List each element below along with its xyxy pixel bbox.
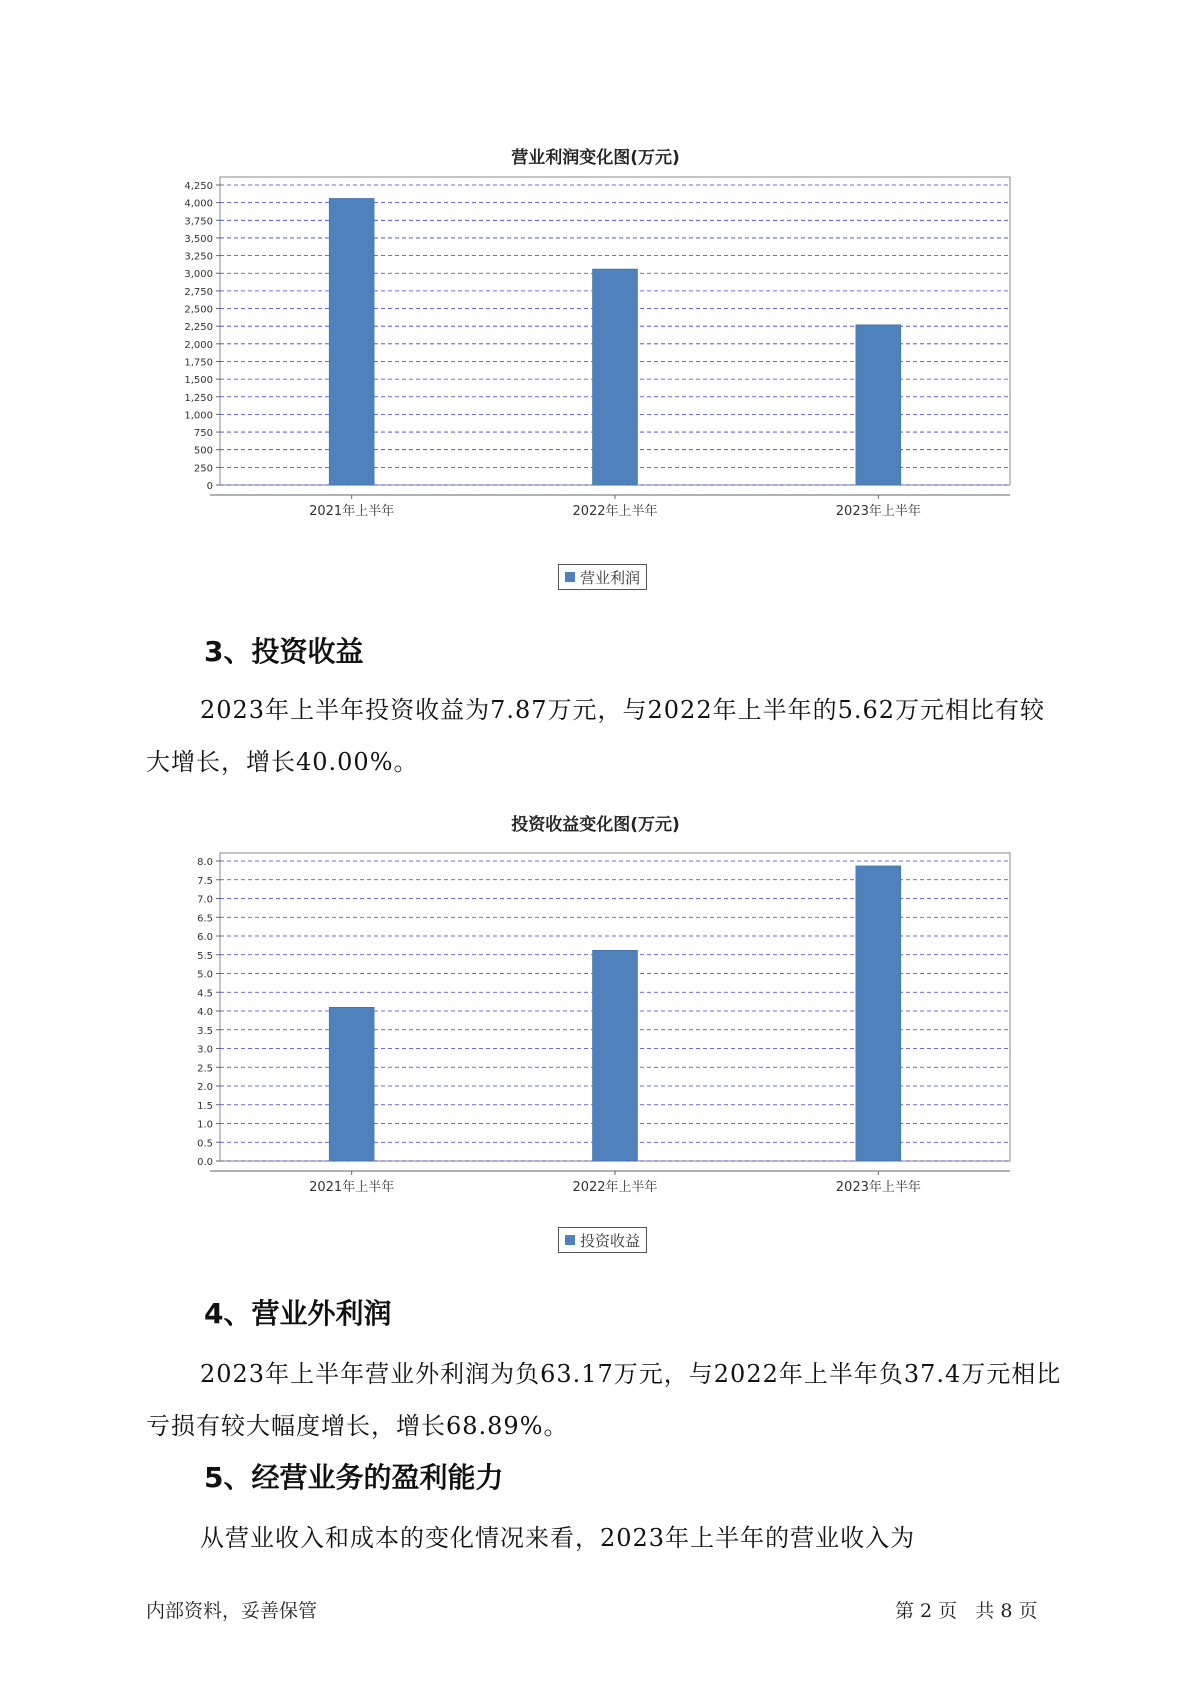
chart-operating-profit	[160, 170, 1030, 520]
y-tick-label: 3.5	[197, 1025, 213, 1037]
legend-investment-income	[558, 1227, 647, 1253]
y-tick-label: 4,250	[184, 181, 213, 192]
y-tick-label: 5.5	[197, 950, 213, 962]
y-tick-label: 0	[206, 481, 213, 492]
y-tick-label: 2,250	[184, 322, 213, 334]
y-tick-label: 4.5	[197, 988, 213, 1000]
y-tick-label: 1,750	[184, 357, 213, 369]
y-tick-label: 6.0	[197, 932, 213, 943]
y-tick-label: 1,500	[184, 375, 213, 387]
bar-1	[329, 1007, 374, 1161]
legend-swatch	[565, 1235, 575, 1245]
y-tick-label: 4,000	[184, 198, 213, 210]
legend-label: 营业利润	[580, 568, 641, 587]
heading-investment-income: 3、投资收益	[204, 635, 364, 668]
heading-non-operating-profit: 4、营业外利润	[204, 1297, 392, 1330]
bar-3	[856, 325, 901, 485]
y-tick-label: 500	[193, 445, 213, 457]
paragraph-investment-income: 2023年上半年投资收益为7.87万元，与2022年上半年的5.62万元相比有较大增长，增长40.00%。	[146, 696, 1046, 776]
y-tick-label: 0.0	[197, 1157, 213, 1168]
y-tick-label: 1.0	[197, 1119, 213, 1131]
x-tick-label: 2021年上半年	[309, 1180, 395, 1195]
x-tick-label: 2021年上半年	[309, 504, 395, 519]
y-tick-label: 3,000	[184, 269, 213, 281]
y-tick-label: 4.0	[197, 1007, 213, 1018]
heading-business-profitability: 5、经营业务的盈利能力	[204, 1461, 504, 1494]
y-tick-label: 3,750	[184, 216, 213, 228]
x-tick-label: 2023年上半年	[835, 504, 921, 519]
y-tick-label: 1.5	[197, 1100, 213, 1112]
bar-2	[593, 269, 638, 485]
chart-investment-income	[160, 846, 1030, 1196]
paragraph-non-operating-profit: 2023年上半年营业外利润为负63.17万元，与2022年上半年负37.4万元相比亏损有较大幅度增长，增长68.89%。	[146, 1360, 1062, 1440]
y-tick-label: 7.0	[197, 894, 213, 906]
y-tick-label: 6.5	[197, 913, 213, 925]
x-tick-label: 2023年上半年	[835, 1180, 921, 1195]
y-tick-label: 750	[193, 428, 213, 440]
y-tick-label: 250	[193, 463, 213, 475]
legend-label: 投资收益	[580, 1231, 641, 1250]
y-tick-label: 2,500	[184, 304, 213, 316]
footer-page-number: 第 2 页 共 8 页	[895, 1600, 1038, 1622]
y-tick-label: 2.5	[197, 1063, 213, 1075]
y-tick-label: 2,000	[184, 339, 213, 351]
y-tick-label: 0.5	[197, 1138, 213, 1150]
y-tick-label: 2,750	[184, 286, 213, 298]
legend-swatch	[565, 572, 575, 582]
y-tick-label: 2.0	[197, 1082, 213, 1093]
footer-confidential-note: 内部资料，妥善保管	[146, 1600, 318, 1622]
y-tick-label: 3,250	[184, 251, 213, 263]
legend-operating-profit	[558, 564, 647, 590]
y-tick-label: 8.0	[197, 857, 213, 868]
paragraph-business-profitability: 从营业收入和成本的变化情况来看，2023年上半年的营业收入为	[200, 1524, 916, 1552]
chart-title-investment-income: 投资收益变化图(万元)	[511, 815, 680, 835]
chart-title-operating-profit: 营业利润变化图(万元)	[511, 148, 680, 168]
y-tick-label: 3.0	[197, 1044, 213, 1056]
bar-1	[329, 198, 374, 485]
y-tick-label: 1,000	[184, 410, 213, 422]
bar-2	[593, 950, 638, 1161]
y-tick-label: 7.5	[197, 875, 213, 887]
x-tick-label: 2022年上半年	[572, 504, 658, 519]
x-tick-label: 2022年上半年	[572, 1180, 658, 1195]
y-tick-label: 1,250	[184, 392, 213, 404]
y-tick-label: 3,500	[184, 233, 213, 245]
y-tick-label: 5.0	[197, 969, 213, 981]
bar-3	[856, 866, 901, 1161]
